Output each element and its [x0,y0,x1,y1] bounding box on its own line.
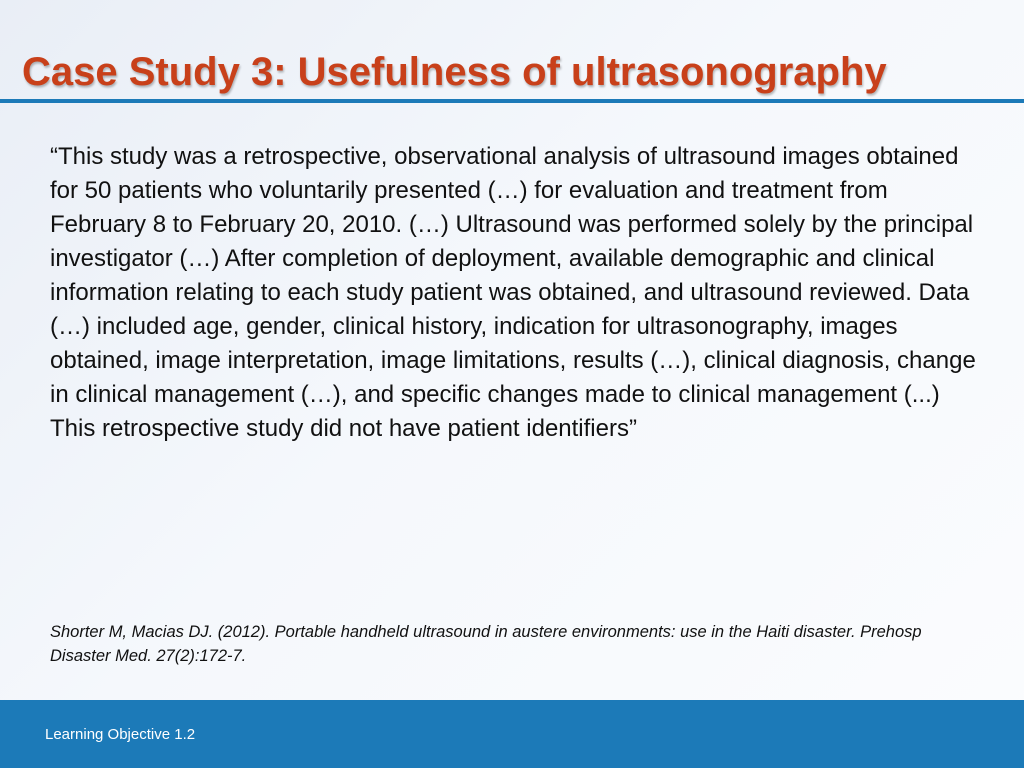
title-divider [0,99,1024,103]
quote-text: “This study was a retrospective, observational analysis of ultrasound images obtained for 50 patients who voluntarily presented (…) for evaluation and treatment from February 8 to February 20, 2010. (…) Ultrasound was performed solely by the principal investigator (…) After completion of deployment, available demographic and clinical information relating to each study patient was obtained, and ultrasound reviewed. Data (…) included age, gender, clinical history, indication for ultrasonography, images obtained, image interpretation, image limitations, results (…), clinical diagnosis, change in clinical management (…), and specific changes made to clinical management (...) This retrospective study did not have patient identifiers” [50,143,976,442]
footer-bar [0,700,1024,768]
citation: Shorter M, Macias DJ. (2012). Portable handheld ultrasound in austere environments: use in the Haiti disaster. Prehosp Disaster Med. 27(2):172-7. [50,623,922,665]
slide-title: Case Study 3: Usefulness of ultrasonography [22,50,887,94]
footer-label: Learning Objective 1.2 [45,726,196,743]
